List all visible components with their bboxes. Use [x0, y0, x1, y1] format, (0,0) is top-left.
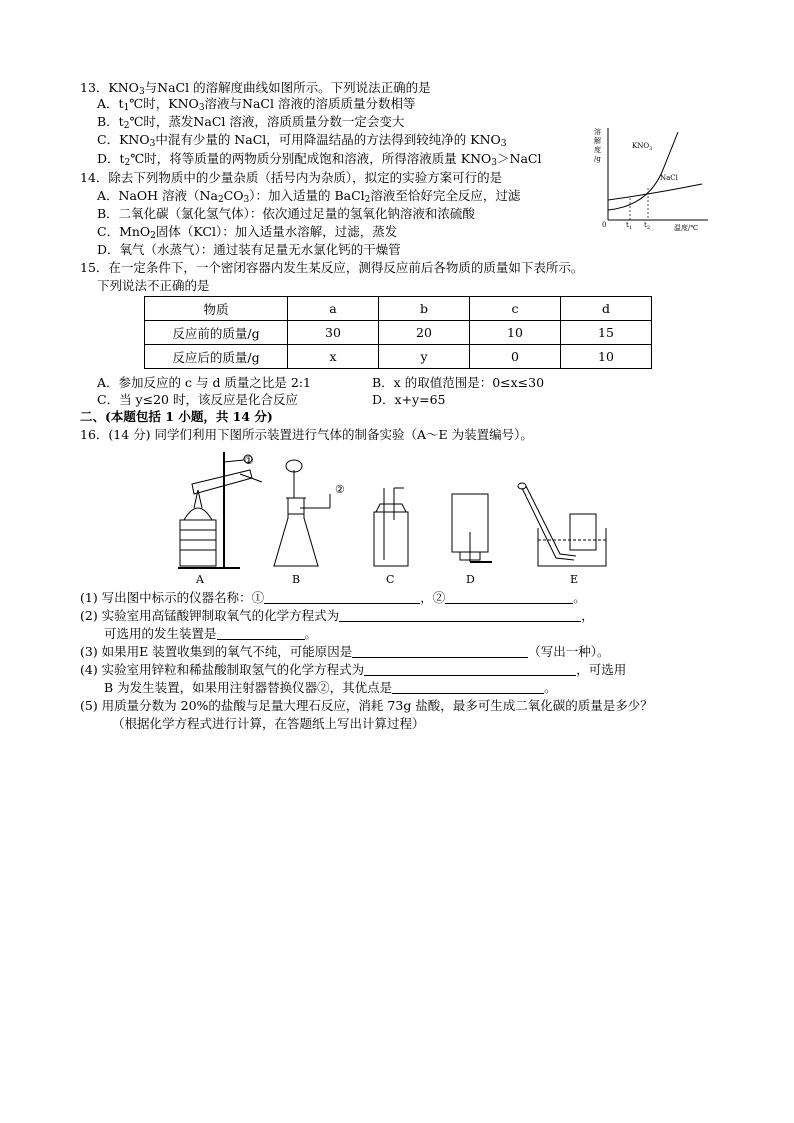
q14-stem: 14．除去下列物质中的少量杂质（括号内为杂质），拟定的实验方案可行的是 [80, 170, 503, 185]
graph-nacl-label: NaCl [660, 174, 678, 182]
marker-2: ② [335, 483, 345, 496]
table-cell: y [379, 345, 470, 369]
table-header-cell: c [470, 297, 561, 321]
apparatus-label-a: A [196, 573, 204, 586]
q15-option-b: B．x 的取值范围是：0≤x≤30 [372, 375, 545, 390]
answer-blank-4[interactable] [217, 627, 305, 640]
graph-xlabel: 温度/℃ [674, 224, 699, 232]
table-cell: 10 [561, 345, 652, 369]
apparatus-figure [170, 448, 610, 586]
q14-option-a: A．NaOH 溶液$(Na_2CO_3)$：加入适量的 BaCl$_2$溶液至恰好完全反应，过滤 [97, 188, 521, 205]
q15-option-a: A．参加反应的 c 与 d 质量之比是 2:1 [97, 375, 312, 390]
q14-option-b: B．二氧化碳（氯化氢气体）：依次通过足量的氢氧化钠溶液和浓硫酸 [97, 206, 475, 221]
graph-ylabel-1: 溶 [594, 128, 601, 136]
q16-part-3: (3) 如果用E 装置收集到的氧气不纯，可能原因是 （写出一种）。 [80, 644, 610, 659]
q16-part-5: (5) 用质量分数为 20%的盐酸与足量大理石反应，消耗 73g 盐酸，最多可生成二氧化碳的质量是多少？ [80, 698, 653, 713]
table-cell: 0 [470, 345, 561, 369]
q16-part-1: (1) 写出图中标示的仪器名称：① ，② 。 [80, 590, 586, 605]
table-cell: 15 [561, 321, 652, 345]
q16-part-5-b: （根据化学方程式进行计算，在答题纸上写出计算过程） [112, 716, 425, 731]
q14-option-c: C．MnO$_2$固体（KCl）：加入适量水溶解，过滤，蒸发 [97, 224, 398, 241]
table-cell: x [288, 345, 379, 369]
answer-blank-3[interactable] [339, 609, 581, 622]
q15-option-d: D．x+y=65 [372, 392, 446, 407]
table-cell: 反应后的质量/g [145, 345, 288, 369]
table-cell: 20 [379, 321, 470, 345]
answer-blank-7[interactable] [392, 681, 544, 694]
graph-ylabel-4: /g [594, 155, 601, 163]
q14-option-d: D．氧气（水蒸气）：通过装有足量无水氯化钙的干燥管 [97, 242, 401, 257]
q13-option-b: B．$t_2℃$时，蒸发NaCl 溶液，溶质质量分数一定会变大 [97, 114, 405, 131]
answer-blank-2[interactable] [445, 591, 573, 604]
mass-table-header [145, 297, 652, 321]
table-header-cell: d [561, 297, 652, 321]
q16-part-2: (2) 实验室用高锰酸钾制取氧气的化学方程式为 ， [80, 608, 594, 623]
q15-stem: 15．在一定条件下，一个密闭容器内发生某反应，测得反应前后各物质的质量如下表所示。 [80, 260, 584, 275]
q15-stem-2: 下列说法不正确的是 [97, 278, 210, 293]
graph-origin: 0 [602, 221, 607, 229]
q15-option-c: C．当 y≤20 时，该反应是化合反应 [97, 392, 298, 407]
q16-part-4: (4) 实验室用锌粒和稀盐酸制取氢气的化学方程式为 ，可选用 [80, 662, 627, 677]
section-2-heading: 二、(本题包括 1 小题，共 14 分) [80, 409, 273, 424]
mass-table [144, 296, 652, 369]
q16-stem: 16．(14 分) 同学们利用下图所示装置进行气体的制备实验（A～E 为装置编号）。 [80, 427, 533, 442]
q13-stem: 13．$KNO_3$与NaCl 的溶解度曲线如图所示。下列说法正确的是 [80, 80, 431, 97]
answer-blank-1[interactable] [264, 591, 420, 604]
table-row [145, 345, 652, 369]
graph-ylabel-3: 度 [594, 146, 601, 154]
graph-t1: $t_1$ [626, 221, 633, 231]
q13-option-c: C．$KNO_3$中混有少量的 NaCl，可用降温结晶的方法得到较纯净的 $KNO_3$ [97, 132, 507, 149]
table-header-cell: a [288, 297, 379, 321]
apparatus-label-e: E [570, 573, 579, 586]
graph-kno3-label: $KNO_3$ [632, 142, 653, 152]
graph-ylabel-2: 解 [594, 137, 601, 145]
q16-part-2-b: 可选用的发生装置是 。 [104, 626, 318, 641]
q16-part-4-b: B 为发生装置，如果用注射器替换仪器②，其优点是 。 [104, 680, 557, 695]
solubility-graph [592, 124, 712, 232]
apparatus-label-c: C [386, 573, 395, 586]
answer-blank-6[interactable] [364, 663, 576, 676]
graph-t2: $t_2$ [644, 221, 651, 231]
table-header-cell: b [379, 297, 470, 321]
apparatus-label-d: D [466, 573, 475, 586]
answer-blank-5[interactable] [352, 645, 528, 658]
marker-1: ① [244, 454, 254, 467]
q13-option-d: D．$t_2℃$时，将等质量的两物质分别配成饱和溶液，所得溶液质量 $KNO_3>NaCl$ [97, 151, 542, 168]
q13-option-a: A．$t_1℃$时，$KNO_3$溶液与NaCl 溶液的溶质质量分数相等 [97, 96, 416, 113]
table-row [145, 321, 652, 345]
table-cell: 30 [288, 321, 379, 345]
apparatus-label-b: B [292, 573, 301, 586]
table-cell: 10 [470, 321, 561, 345]
table-header-cell: 物质 [145, 297, 288, 321]
table-cell: 反应前的质量/g [145, 321, 288, 345]
